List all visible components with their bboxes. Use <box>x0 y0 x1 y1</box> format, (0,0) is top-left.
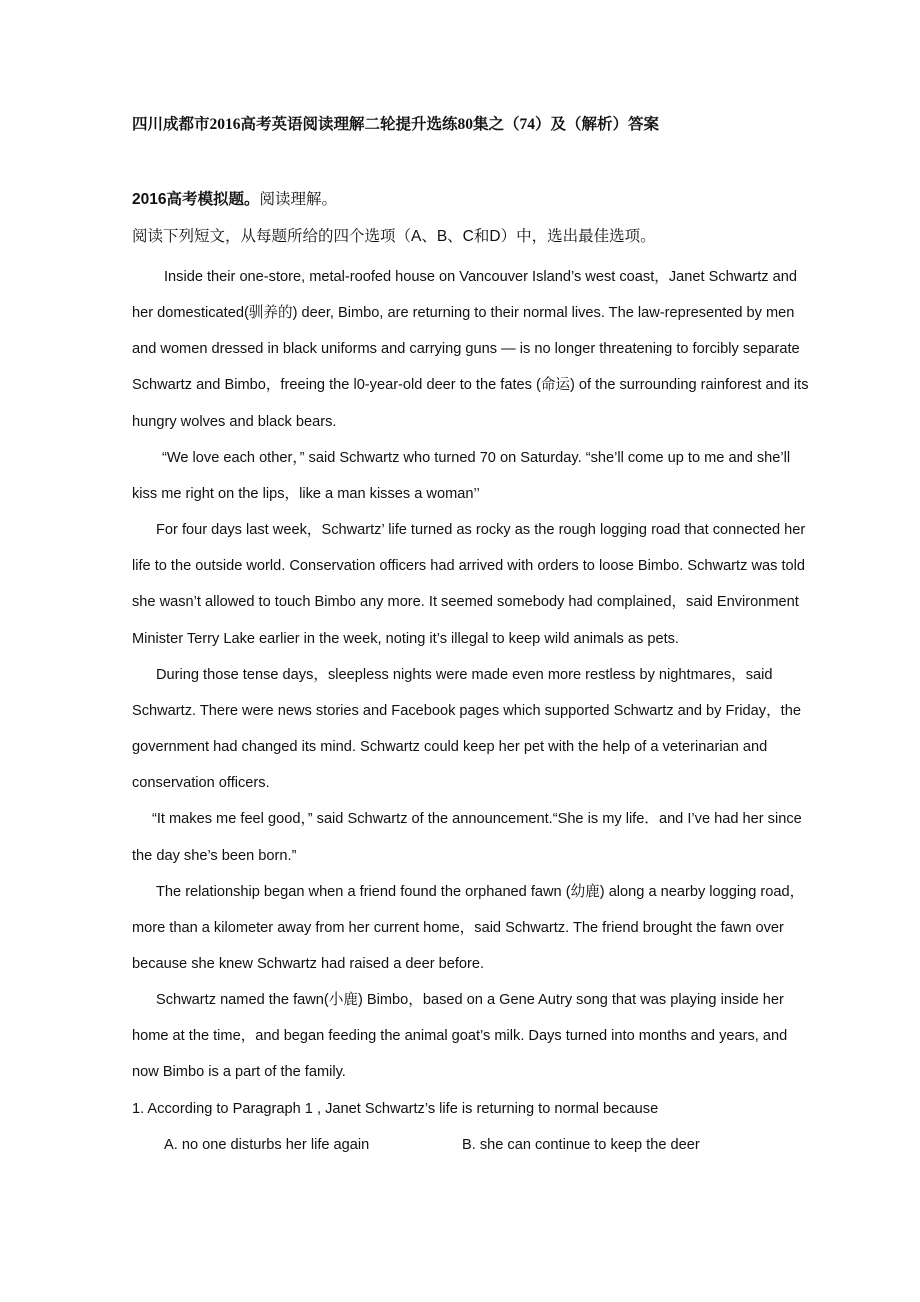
paragraph-3: For four days last week，Schwartz’ life turned as rocky as the rough logging road that connected her life to the outside world. Conservation officers had arrived with orders to loose Bimbo. Schwartz was told she wasn’t allowed to touch Bimbo any more. It seemed somebody had complained，said Environment Minister Terry Lake earlier in the week, noting it’s illegal to keep wild animals as pets. <box>132 522 806 647</box>
question-stem: 1. According to Paragraph 1 , Janet Schwartz’s life is returning to normal because <box>132 1100 659 1117</box>
passage <box>132 259 810 1163</box>
section-heading-bold: 2016高考模拟题。 <box>132 191 260 208</box>
document-title: 四川成都市2016高考英语阅读理解二轮提升选练80集之（74）及（解析）答案 <box>132 116 660 133</box>
section-heading-normal: 阅读理解。 <box>259 191 337 208</box>
paragraph-7: Schwartz named the fawn(小鹿) Bimbo，based on a Gene Autry song that was playing inside her home at the time，and began feeding the animal goat’s milk. Days turned into months and years, and now Bimbo is a part of the family. <box>132 992 788 1081</box>
paragraph-4: During those tense days，sleepless nights were made even more restless by nightmares，said Schwartz. There were news stories and Facebook pages which supported Schwartz and by Friday，the government had changed its mind. Schwartz could keep her pet with the help of a veterinarian and conservation officers. <box>132 666 801 792</box>
option-b: B. she can continue to keep the deer <box>462 1136 700 1153</box>
question-options <box>132 1127 810 1163</box>
section-heading <box>132 187 337 209</box>
paragraph-5: “It makes me feel good，” said Schwartz of the announcement.“She is my life．and I’ve had her since the day she’s been born.” <box>132 811 802 864</box>
paragraph-2: “We love each other，” said Schwartz who turned 70 on Saturday. “she’ll come up to me and she’ll kiss me right on the lips，like a man kisses a woman’’ <box>132 449 791 502</box>
instructions: 阅读下列短文，从每题所给的四个选项（A、B、C和D）中，选出最佳选项。 <box>132 228 656 245</box>
paragraph-1: Inside their one-store, metal-roofed house on Vancouver Island’s west coast，Janet Schwartz and her domesticated(驯养的) deer, Bimbo, are returning to their normal lives. The law-represented by men and women dressed in black uniforms and carrying guns — is no longer threatening to forcibly separate Schwartz and Bimbo，freeing the l0-year-old deer to the fates (命运) of the surrounding rainforest and its hungry wolves and black bears. <box>132 269 809 430</box>
option-a: A. no one disturbs her life again <box>164 1136 370 1153</box>
paragraph-6: The relationship began when a friend found the orphaned fawn (幼鹿) along a nearby logging road，more than a kilometer away from her current home，said Schwartz. The friend brought the fawn over because she knew Schwartz had raised a deer before. <box>132 883 805 972</box>
